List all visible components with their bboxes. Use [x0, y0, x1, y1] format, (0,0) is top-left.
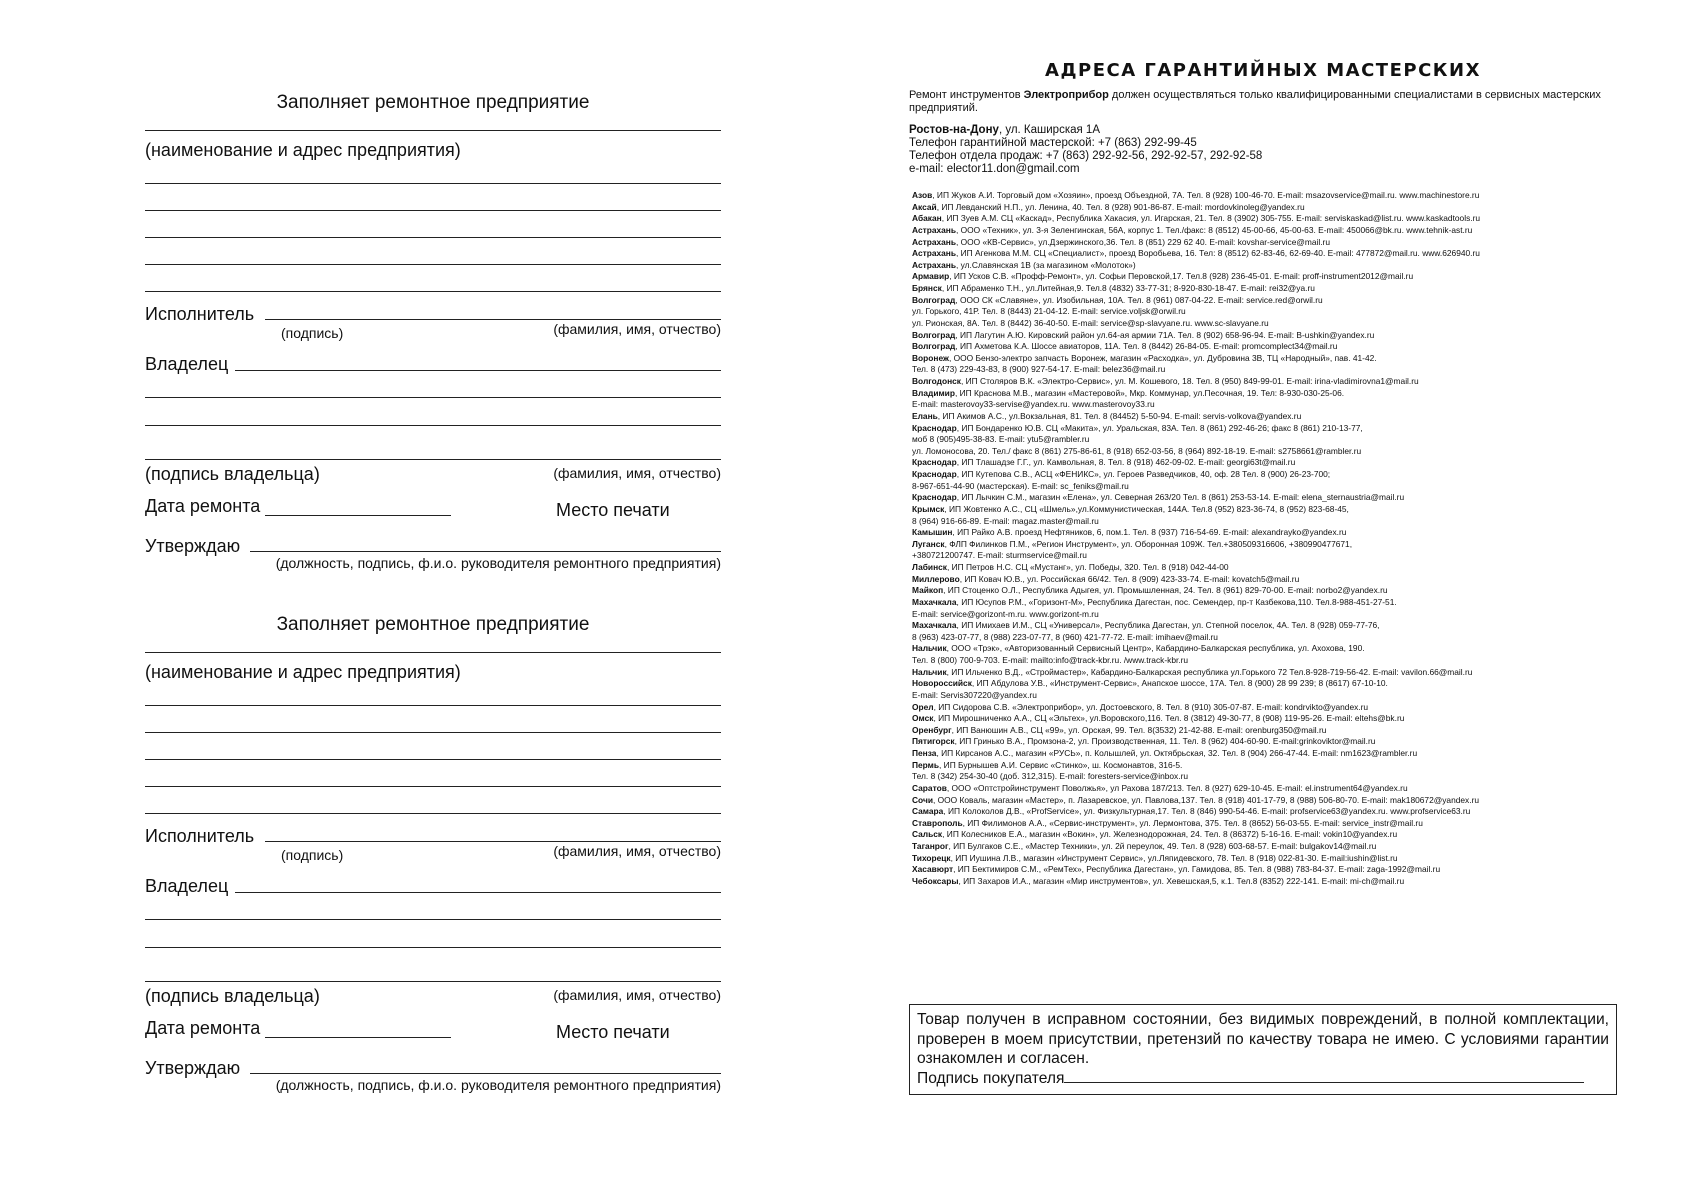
- service-center-details: , ИП Бектимиров С.М., «РемТех», Республика Дагестан», ул. Гамидова, 85. Тел. 8 (988) 783-84-37. E-mail: zaga-1992@mail.ru: [953, 864, 1441, 875]
- service-center-entry: [912, 713, 1632, 725]
- service-center-details: , ИП Гринько В.А., Промзона-2, ул. Производственная, 11. Тел. 8 (962) 404-60-90. E-mail:grinkoviktor@mail.ru: [954, 736, 1376, 747]
- repair-date-label: Дата ремонта: [145, 496, 261, 516]
- signature-hint: (подпись): [281, 325, 344, 341]
- service-center-city: Таганрог: [912, 841, 949, 851]
- service-center-city: Майкоп: [912, 585, 944, 596]
- service-center-details: , ИП Лычкин С.М., магазин «Елена», ул. Северная 263/20 Тел. 8 (861) 253-53-14. E-mail: elena_sternaustria@mail.ru: [956, 492, 1405, 503]
- acceptance-box: [909, 1004, 1617, 1095]
- service-center-entry: [912, 841, 1632, 853]
- service-center-city: Волгоград: [912, 294, 956, 305]
- service-center-details: , ИП Акимов А.С., ул.Вокзальная, 81. Тел. 8 (84452) 5-50-94. E-mail: servis-volkova@yandex.ru: [937, 410, 1302, 421]
- executor-label: Исполнитель: [145, 304, 255, 324]
- service-center-details: E-mail: service@gorizont-m.ru. www.gorizont-m.ru: [912, 608, 1099, 619]
- service-center-details: , ИП Краснова М.В., магазин «Мастеровой», Мкр. Коммунар, ул.Песочная, 19. Тел: 8-930-030-25-06.: [954, 387, 1345, 398]
- service-center-entry: [912, 795, 1632, 807]
- executor-line[interactable]: [265, 319, 721, 320]
- service-center-details: , ООО Коваль, магазин «Мастер», п. Лазаревское, ул. Павлова,137. Тел. 8 (918) 401-17-79, 8 (988) 506-80-70. E-mail: mak180672@yandex.ru: [932, 794, 1480, 805]
- hq-street: , ул. Каширская 1А: [998, 124, 1100, 136]
- service-center-details: , ИП Бурнышев А.И. Сервис «Стинко», ш. Космонавтов, 316-5.: [939, 759, 1183, 770]
- service-center-entry: [912, 736, 1632, 748]
- approve-hint: (должность, подпись, ф.и.о. руководителя ремонтного предприятия): [275, 555, 721, 571]
- service-center-city: Азов: [912, 190, 933, 200]
- org-line[interactable]: [145, 183, 721, 184]
- service-center-entry: [912, 585, 1632, 597]
- intro-brand: Электроприбор: [1023, 89, 1109, 101]
- service-center-details: ул. Рионская, 8А. Тел. 8 (8442) 36-40-50. E-mail: service@sp-slavyane.ru. www.sc-slavyane.ru: [912, 317, 1269, 328]
- service-center-entry: [912, 550, 1632, 562]
- repair-date-label: Дата ремонта: [145, 1018, 261, 1038]
- service-center-entry: [912, 434, 1632, 446]
- service-center-entry: [912, 492, 1632, 504]
- service-center-entry: [912, 516, 1632, 528]
- service-center-details: , ул.Славянская 1В (за магазином «Молоток»): [956, 259, 1136, 270]
- service-center-details: , ИП Кутепова С.В., АСЦ «ФЕНИКС», ул. Героев Разведчиков, 40, оф. 28 Тел. 8 (900) 26-23-700;: [956, 469, 1331, 479]
- service-center-entry: [912, 574, 1632, 586]
- service-center-entry: [912, 725, 1632, 737]
- repair-form-2: [145, 614, 721, 1124]
- service-center-details: E-mail: masterovoy33-servise@yandex.ru. www.masterovoy33.ru: [912, 399, 1155, 410]
- owner-label: Владелец: [145, 354, 229, 374]
- service-center-details: , ИП Ковач Ю.В., ул. Российская 66/42. Тел. 8 (909) 423-33-74. E-mail: kovatch5@mail.ru: [959, 573, 1300, 584]
- service-center-entry: [912, 597, 1632, 609]
- service-center-city: Саратов: [912, 782, 947, 793]
- service-center-details: , ИП Стоценко О.Л., Республика Адыгея, ул. Промышленная, 24. Тел. 8 (961) 829-70-00. E-mail: norbo2@yandex.ru: [943, 585, 1388, 596]
- service-center-details: , ИП Колесников Е.А., магазин «Вокин», ул. Железнодорожная, 24. Тел. 8 (86372) 5-16-16. E-mail: vokin10@yandex.ru: [942, 829, 1398, 840]
- service-center-entry: [912, 457, 1632, 469]
- approve-label: Утверждаю: [145, 536, 241, 556]
- org-line[interactable]: [145, 130, 721, 131]
- service-center-details: , ИП Филимонов А.А., «Сервис-инструмент», ул. Лермонтова, 375. Тел. 8 (8652) 56-03-55. E-mail: service_instr@mail.ru: [962, 817, 1423, 828]
- repair-date-line[interactable]: [265, 1037, 451, 1038]
- service-center-details: , ООО «Трэк», «Авторизованный Сервисный Центр», Кабардино-Балкарская республика, ул. Ахохова, 190.: [946, 643, 1365, 654]
- service-center-details: , ФЛП Филинков П.М., «Регион Инструмент», ул. Оборонная 109Ж. Тел.+380509316606, +380990477671,: [944, 538, 1353, 549]
- service-center-entry: [912, 446, 1632, 458]
- service-center-entry: [912, 771, 1632, 783]
- service-center-entry: [912, 806, 1632, 818]
- service-center-city: Астрахань: [912, 248, 956, 259]
- service-center-city: Волгодонск: [912, 376, 961, 386]
- org-line[interactable]: [145, 732, 721, 733]
- service-center-entry: [912, 318, 1632, 330]
- service-center-city: Нальчик: [912, 643, 947, 654]
- service-center-details: , ООО Бензо-электро запчасть Воронеж, магазин «Расходка», ул. Дубровина 3В, ТЦ «Народный», пав. 41-42.: [948, 352, 1377, 363]
- service-center-details: , ООО «Оптстройинструмент Поволжья», ул Рахова 187/213. Тел. 8 (927) 629-10-45. E-mail: el.instrument64@yandex.ru: [946, 782, 1408, 793]
- service-center-entry: [912, 829, 1632, 841]
- repair-date-line[interactable]: [265, 515, 451, 516]
- service-center-entry: [912, 643, 1632, 655]
- service-center-details: , ИП Абдулова У.В., «Инструмент-Сервис», Анапское шоссе, 17А. Тел. 8 (900) 28 99 239; 8 (8617) 67-10-10.: [971, 678, 1388, 689]
- service-center-details: , ИП Жовтенко А.С., СЦ «Шмель»,ул.Коммунистическая, 144А. Тел.8 (952) 823-36-74, 8 (952) 823-68-45,: [944, 503, 1349, 514]
- owner-line[interactable]: [145, 459, 721, 460]
- repair-form-1: [145, 92, 721, 602]
- owner-signature-label: (подпись владельца): [145, 464, 320, 484]
- service-center-details: , ИП Лагутин А.Ю. Кировский район ул.64-ая армии 71А. Тел. 8 (902) 658-96-94. E-mail: B-ushkin@yandex.ru: [955, 329, 1375, 340]
- service-center-city: Астрахань: [912, 259, 956, 270]
- service-center-entry: [912, 632, 1632, 644]
- service-center-city: Лабинск: [912, 562, 947, 572]
- owner-signature-label: (подпись владельца): [145, 986, 320, 1006]
- service-center-city: Самара: [912, 806, 944, 817]
- service-center-city: Махачкала: [912, 596, 957, 607]
- service-center-city: Новороссийск: [912, 678, 972, 689]
- service-center-entry: [912, 678, 1632, 690]
- service-center-details: , ООО «КВ-Сервис», ул.Дзержинского,36. Тел. 8 (851) 229 62 40. E-mail: kovshar-service@mail.ru: [956, 236, 1330, 247]
- intro-after: должен осуществляться только квалифицированными специалистами в сервисных мастерских предприятий.: [909, 89, 1601, 114]
- service-center-details: моб 8 (905)495-38-83. E-mail: ytu5@rambler.ru: [912, 434, 1090, 445]
- org-line[interactable]: [145, 264, 721, 265]
- buyer-signature-line[interactable]: [1064, 1070, 1584, 1083]
- service-center-city: Краснодар: [912, 469, 957, 479]
- service-center-entry: [912, 260, 1632, 272]
- service-center-details: , ИП Петров Н.С. СЦ «Мустанг», ул. Победы, 320. Тел. 8 (918) 042-44-00: [946, 562, 1229, 572]
- owner-line[interactable]: [235, 892, 721, 893]
- service-center-details: , ИП Тлашадзе Г.Г., ул. Камвольная, 8. Тел. 8 (918) 462-09-02. E-mail: georgi63t@mail.ru: [956, 457, 1296, 468]
- owner-label: Владелец: [145, 876, 229, 896]
- intro-paragraph: [909, 89, 1629, 114]
- form-title: Заполняет ремонтное предприятие: [276, 614, 590, 635]
- service-center-entry: [912, 202, 1632, 214]
- service-center-entry: [912, 818, 1632, 830]
- service-center-entry: [912, 341, 1632, 353]
- service-center-city: Краснодар: [912, 422, 957, 433]
- approve-hint: (должность, подпись, ф.и.о. руководителя ремонтного предприятия): [275, 1077, 721, 1093]
- service-center-entry: [912, 237, 1632, 249]
- service-center-details: , ИП Жуков А.И. Торговый дом «Хозяин», проезд Объездной, 7А. Тел. 8 (928) 100-46-70. E-mail: msazovservice@mail.ru. www.machinestore.ru: [932, 190, 1480, 200]
- service-center-details: , ИП Иушина Л.В., магазин «Инструмент Сервис», ул.Ляпидевского, 78. Тел. 8 (918) 022-81-30. E-mail:iushin@list.ru: [950, 852, 1398, 863]
- org-line[interactable]: [145, 705, 721, 706]
- service-center-details: , ИП Райко А.В. проезд Нефтяников, 6, пом.1. Тел. 8 (937) 716-54-69. E-mail: alexandrayko@yandex.ru: [952, 527, 1347, 538]
- service-center-details: 8 (964) 916-66-89. E-mail: magaz.master@mail.ru: [912, 515, 1099, 526]
- service-center-city: Орел: [912, 701, 934, 712]
- service-center-city: Абакан: [912, 213, 942, 224]
- service-center-details: 8-967-651-44-90 (мастерская). E-mail: sc_feniks@mail.ru: [912, 480, 1129, 491]
- hq-email[interactable]: e-mail: elector11.don@gmail.com: [909, 163, 1080, 175]
- service-center-city: Камышин: [912, 527, 953, 538]
- service-center-details: Тел. 8 (473) 229-43-83, 8 (900) 927-54-17. E-mail: belez36@mail.ru: [912, 364, 1166, 375]
- service-center-city: Волгоград: [912, 341, 956, 352]
- service-center-details: , ИП Усков С.В. «Профф-Ремонт», ул. Софьи Перовской,17. Тел.8 (928) 236-45-01. E-mail: proff-instrument2012@mail.ru: [949, 271, 1414, 282]
- service-center-details: , ИП Зуев А.М. СЦ «Каскад», Республика Хакасия, ул. Игарская, 21. Тел. 8 (3902) 305-755. E-mail: serviskaskad@list.ru. www.kaskadtools.ru: [941, 213, 1481, 224]
- service-center-entry: [912, 213, 1632, 225]
- approve-line[interactable]: [250, 1073, 721, 1074]
- service-center-city: Краснодар: [912, 492, 957, 503]
- service-center-entry: [912, 423, 1632, 435]
- service-center-entry: [912, 667, 1632, 679]
- org-line[interactable]: [145, 786, 721, 787]
- service-center-list: [912, 190, 1632, 888]
- owner-line[interactable]: [145, 981, 721, 982]
- service-center-city: Сочи: [912, 794, 933, 805]
- intro-before: Ремонт инструментов: [909, 89, 1024, 101]
- service-center-details: , ИП Абраменко Т.Н., ул.Литейная,9. Тел.8 (4832) 33-77-31; 8-920-830-18-47. E-mail: rei32@ya.ru: [941, 283, 1315, 293]
- service-center-city: Армавир: [912, 271, 950, 282]
- service-center-entry: [912, 225, 1632, 237]
- hq-contacts: [909, 124, 1262, 176]
- service-center-details: , ИП Агенкова М.М. СЦ «Специалист», проезд Воробьева, 16. Тел: 8 (8512) 62-83-46, 62-69-40. E-mail: 477872@mail.ru. www.626940.ru: [956, 248, 1480, 259]
- service-center-details: Тел. 8 (800) 700-9-703. E-mail: mailto:info@track-kbr.ru. /www.track-kbr.ru: [912, 655, 1189, 665]
- service-center-city: Пенза: [912, 748, 937, 758]
- service-center-details: , ИП Булгаков С.Е., «Мастер Техники», ул. 2й переулок, 49. Тел. 8 (928) 603-68-57. E-mail: bulgakov14@mail.ru: [948, 841, 1377, 851]
- executor-line[interactable]: [265, 841, 721, 842]
- service-center-city: Воронеж: [912, 352, 949, 363]
- service-center-city: Пятигорск: [912, 736, 955, 747]
- org-line[interactable]: [145, 652, 721, 653]
- signature-hint: (подпись): [281, 847, 344, 863]
- service-center-details: , ИП Ильченко В.Д., «Строймастер», Кабардино-Балкарская республика ул.Горького 72 Тел.8-928-719-56-42. E-mail: vavilon.66@mail.ru: [946, 666, 1473, 677]
- owner-line[interactable]: [145, 397, 721, 398]
- service-center-city: Нальчик: [912, 666, 947, 677]
- service-center-details: , ИП Бондаренко Ю.В. СЦ «Макита», ул. Уральская, 83А. Тел. 8 (861) 292-46-26; факс 8 (861) 210-13-77,: [956, 422, 1363, 433]
- service-center-details: , ИП Ванюшин А.В., СЦ «99», ул. Орская, 99. Тел. 8(3532) 21-42-88. E-mail: orenburg350@mail.ru: [951, 724, 1327, 735]
- fio-hint: (фамилия, имя, отчество): [553, 465, 721, 481]
- service-center-city: Хасавюрт: [912, 864, 954, 875]
- service-center-details: E-mail: Servis307220@yandex.ru: [912, 689, 1037, 700]
- stamp-place-label: Место печати: [556, 500, 670, 520]
- stamp-place-label: Место печати: [556, 1022, 670, 1042]
- service-center-entry: [912, 876, 1632, 888]
- service-center-entry: [912, 388, 1632, 400]
- service-center-entry: [912, 469, 1632, 481]
- org-line[interactable]: [145, 813, 721, 814]
- service-center-entry: [912, 748, 1632, 760]
- service-center-details: , ИП Мирошниченко А.А., СЦ «Эльтех», ул.Воровского,116. Тел. 8 (3812) 49-30-77, 8 (908) 119-95-26. E-mail: eltehs@bk.ru: [933, 713, 1405, 724]
- service-center-city: Пермь: [912, 759, 940, 770]
- service-center-entry: [912, 283, 1632, 295]
- org-line[interactable]: [145, 210, 721, 211]
- service-center-city: Аксай: [912, 201, 937, 212]
- service-center-details: , ИП Ахметова К.А. Шоссе авиаторов, 11А. Тел. 8 (8442) 26-84-05. E-mail: promcomplect34@mail.ru: [955, 341, 1338, 352]
- service-center-city: Волгоград: [912, 329, 956, 340]
- service-center-entry: [912, 504, 1632, 516]
- service-center-details: , ИП Сидорова С.В. «Электроприбор», ул. Достоевского, 8. Тел. 8 (910) 305-07-87. E-mail: kondrvikto@yandex.ru: [933, 701, 1369, 712]
- service-center-entry: [912, 702, 1632, 714]
- service-center-city: Чебоксары: [912, 875, 959, 886]
- service-center-details: , ИП Левданский Н.П., ул. Ленина, 40. Тел. 8 (928) 901-86-87. E-mail: mordovkinoleg@yandex.ru: [936, 201, 1305, 212]
- service-center-entry: [912, 690, 1632, 702]
- service-center-details: , ИП Юсупов Р.М., «Горизонт-М», Республика Дагестан, пос. Семендер, пр-т Казбекова,110. Тел.8-988-451-27-51.: [956, 596, 1397, 607]
- acceptance-text: Товар получен в исправном состоянии, без видимых повреждений, в полной комплектации, проверен в моем присутствии, претензий по качеству товара не имею. С условиями гарантии ознакомлен и согласен.: [917, 1011, 1609, 1067]
- service-center-details: , ИП Столяров В.К. «Электро-Сервис», ул. М. Кошевого, 18. Тел. 8 (950) 849-99-01. E-mail: irina-vladimirovna1@mail.ru: [961, 376, 1419, 386]
- service-center-city: Оренбург: [912, 724, 952, 735]
- right-page: [842, 0, 1684, 1191]
- service-center-details: Тел. 8 (342) 254-30-40 (доб. 312,315). E-mail: foresters-service@inbox.ru: [912, 771, 1189, 782]
- service-center-details: , ООО СК «Славяне», ул. Изобильная, 10А. Тел. 8 (961) 087-04-22. E-mail: service.red@orwil.ru: [955, 294, 1323, 305]
- service-center-entry: [912, 539, 1632, 551]
- hq-address: [909, 124, 1262, 137]
- service-center-entry: [912, 248, 1632, 260]
- service-center-entry: [912, 353, 1632, 365]
- service-center-details: , ИП Кирсанов А.С., магазин «РУСЬ», п. Колышлей, ул. Октябрьская, 32. Тел. 8 (904) 266-47-44. E-mail: nm1623@rambler.ru: [936, 748, 1418, 758]
- service-center-entry: [912, 655, 1632, 667]
- service-center-city: Омск: [912, 713, 934, 724]
- hq-sales-phone: Телефон отдела продаж: +7 (863) 292-92-56, 292-92-57, 292-92-58: [909, 150, 1263, 162]
- service-center-city: Краснодар: [912, 457, 957, 468]
- service-center-entry: [912, 527, 1632, 539]
- service-center-entry: [912, 306, 1632, 318]
- service-center-entry: [912, 864, 1632, 876]
- service-center-city: Елань: [912, 410, 938, 421]
- fio-hint: (фамилия, имя, отчество): [553, 843, 721, 859]
- service-center-entry: [912, 853, 1632, 865]
- service-center-entry: [912, 411, 1632, 423]
- buyer-signature-label: Подпись покупателя: [917, 1069, 1065, 1087]
- fio-hint: (фамилия, имя, отчество): [553, 321, 721, 337]
- service-center-details: ул. Ломоносова, 20. Тел./ факс 8 (861) 275-86-61, 8 (918) 652-03-56, 8 (964) 892-18-19. E-mail: s2758661@rambler.ru: [912, 445, 1362, 456]
- hq-workshop-phone: Телефон гарантийной мастерской: +7 (863) 292-99-45: [909, 137, 1197, 149]
- org-label: (наименование и адрес предприятия): [145, 662, 461, 682]
- owner-line[interactable]: [145, 919, 721, 920]
- service-center-city: Махачкала: [912, 620, 957, 631]
- approve-line[interactable]: [250, 551, 721, 552]
- service-center-entry: [912, 620, 1632, 632]
- service-center-details: , ИП Имихаев И.М., СЦ «Универсал», Республика Дагестан, ул. Степной поселок, 4А. Тел. 8 (928) 059-77-76,: [956, 620, 1380, 631]
- service-centers-title: АДРЕСА ГАРАНТИЙНЫХ МАСТЕРСКИХ: [1045, 60, 1481, 81]
- service-center-city: Астрахань: [912, 224, 956, 235]
- service-center-details: , ИП Захаров И.А., магазин «Мир инструментов», ул. Хевешская,5, к.1. Тел.8 (8352) 222-141. E-mail: mi-ch@mail.ru: [958, 875, 1405, 886]
- service-center-entry: [912, 330, 1632, 342]
- service-center-city: Владимир: [912, 387, 955, 398]
- service-center-entry: [912, 481, 1632, 493]
- service-center-details: ул. Горького, 41Р. Тел. 8 (8443) 21-04-12. E-mail: service.voljsk@orwil.ru: [912, 306, 1186, 317]
- service-center-entry: [912, 609, 1632, 621]
- owner-line[interactable]: [145, 947, 721, 948]
- service-center-entry: [912, 190, 1632, 202]
- executor-label: Исполнитель: [145, 826, 255, 846]
- service-center-city: Астрахань: [912, 236, 956, 247]
- service-center-city: Ставрополь: [912, 817, 963, 828]
- fio-hint: (фамилия, имя, отчество): [553, 987, 721, 1003]
- service-center-city: Луганск: [912, 538, 945, 549]
- hq-city: Ростов-на-Дону: [909, 124, 999, 136]
- service-center-entry: [912, 376, 1632, 388]
- service-center-entry: [912, 760, 1632, 772]
- form-title: Заполняет ремонтное предприятие: [276, 92, 590, 113]
- service-center-city: Тихорецк: [912, 852, 951, 863]
- owner-line[interactable]: [145, 425, 721, 426]
- service-center-details: 8 (963) 423-07-77, 8 (988) 223-07-77, 8 (960) 421-77-72. E-mail: imihaev@mail.ru: [912, 631, 1218, 642]
- service-center-city: Крымск: [912, 503, 945, 514]
- service-center-entry: [912, 399, 1632, 411]
- org-line[interactable]: [145, 291, 721, 292]
- service-center-city: Сальск: [912, 829, 943, 840]
- buyer-signature-row: [917, 1069, 1609, 1089]
- service-center-details: , ООО «Техник», ул. 3-я Зеленгинская, 56А, корпус 1. Тел./факс: 8 (8512) 45-00-66, 45-00-63. E-mail: 450066@bk.ru. www.tehnik-ast.ru: [956, 224, 1473, 235]
- approve-label: Утверждаю: [145, 1058, 241, 1078]
- service-center-entry: [912, 295, 1632, 307]
- service-center-details: , ИП Колоколов Д.В., «ProfService», ул. Физкультурная,17. Тел. 8 (846) 990-54-46. E-mail: profservice63@yandex.ru. www.profservice63.ru: [943, 806, 1471, 817]
- service-center-city: Миллерово: [912, 573, 960, 584]
- org-line[interactable]: [145, 759, 721, 760]
- service-center-city: Брянск: [912, 283, 942, 293]
- owner-line[interactable]: [235, 370, 721, 371]
- service-center-entry: [912, 562, 1632, 574]
- service-center-entry: [912, 364, 1632, 376]
- org-label: (наименование и адрес предприятия): [145, 140, 461, 160]
- org-line[interactable]: [145, 237, 721, 238]
- service-center-entry: [912, 783, 1632, 795]
- service-center-details: +380721200747. E-mail: sturmservice@mail.ru: [912, 550, 1087, 561]
- service-center-entry: [912, 271, 1632, 283]
